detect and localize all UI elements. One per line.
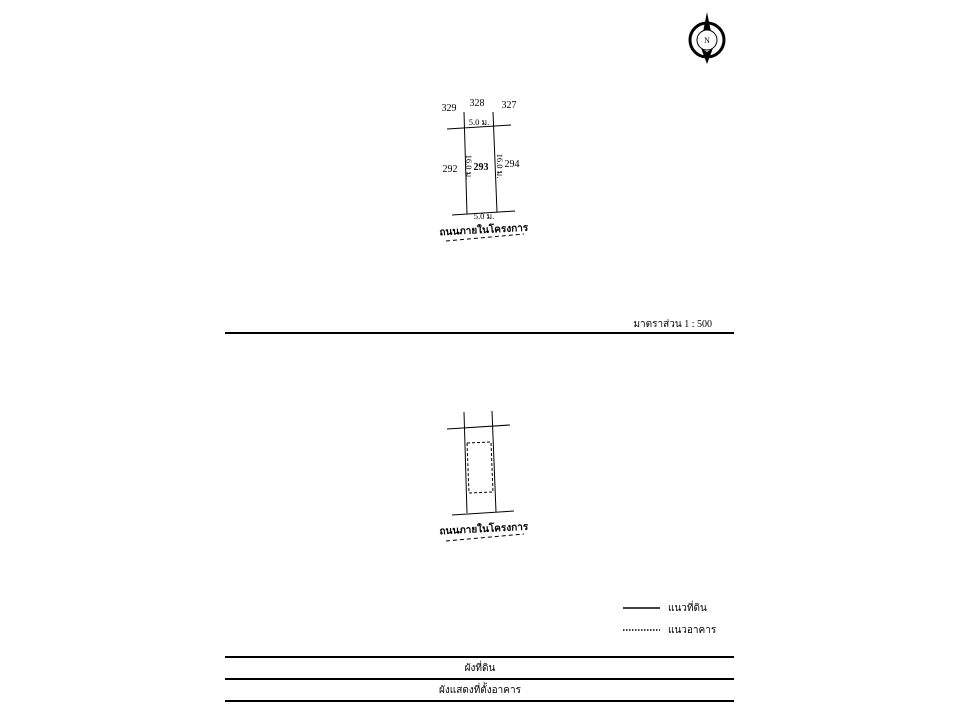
road-label-site: ถนนภายในโครงการ: [439, 222, 529, 239]
north-letter: N: [704, 36, 710, 45]
parcel-292: 292: [442, 164, 458, 175]
building-footprint: [467, 442, 493, 493]
parcel-329: 329: [441, 103, 457, 114]
site-plan: [439, 98, 712, 330]
building-lot-line-top: [447, 425, 510, 429]
dimension-top-width: 5.0 ม.: [468, 117, 490, 127]
parcel-327: 327: [501, 100, 517, 111]
scale-label: มาตราส่วน 1 : 500: [633, 319, 712, 330]
parcel-294: 294: [504, 159, 520, 170]
footer-title-building-location: ผังแสดงที่ตั้งอาคาร: [439, 685, 521, 696]
parcel-328: 328: [469, 98, 485, 109]
legend-label-land-line: แนวที่ดิน: [668, 603, 707, 614]
building-plan: [439, 411, 529, 541]
building-lot-line-left: [464, 412, 467, 513]
dimension-right-depth: 16.0 ม.: [495, 153, 505, 179]
dimension-bottom-width: 5.0 ม.: [473, 211, 495, 221]
legend: [623, 600, 717, 636]
footer: [225, 657, 734, 701]
north-arrow-icon: [690, 12, 724, 64]
road-label-building: ถนนภายในโครงการ: [439, 521, 529, 538]
footer-title-land-plan: ผังที่ดิน: [464, 663, 496, 674]
parcel-293: 293: [473, 162, 489, 173]
dimension-left-depth: 16.0 ม.: [464, 154, 474, 180]
building-lot-line-bottom: [452, 511, 514, 515]
legend-label-building-line: แนวอาคาร: [668, 625, 717, 636]
